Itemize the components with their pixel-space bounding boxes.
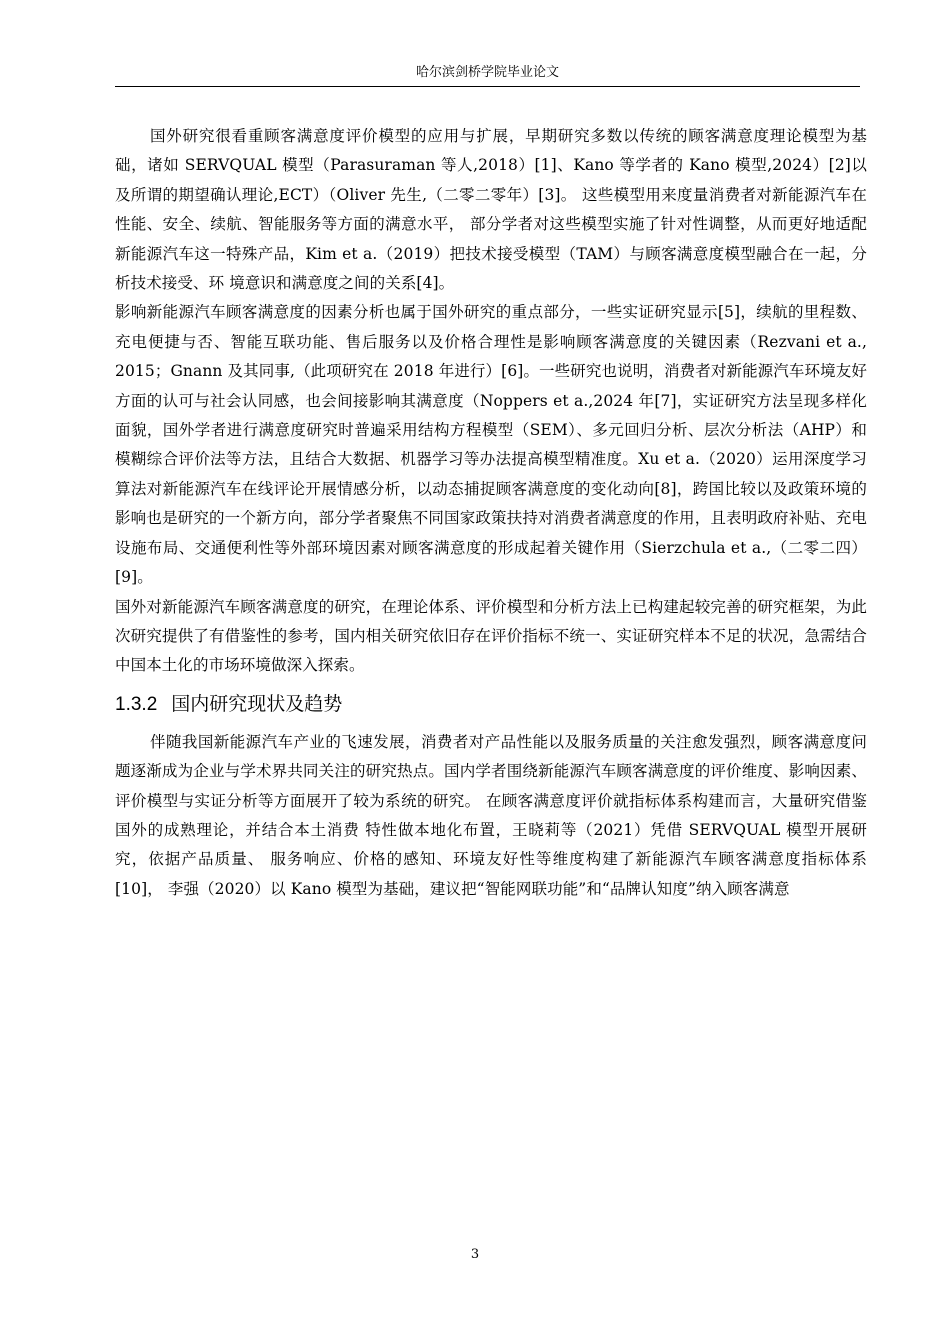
paragraph-domestic-status: 伴随我国新能源汽车产业的飞速发展，消费者对产品性能以及服务质量的关注愈发强烈，顾客满意度问题逐渐成为企业与学术界共同关注的研究热点。国内学者围绕新能源汽车顾客满意度的评价维度、影响因素、评价模型与实证分析等方面展开了较为系统的研究。 在顾客满意度评价就指标体系构建而言，大量研究借鉴国外的成熟理论，并结合本土消费 特性做本地化布置，王晓莉等（2021）凭借 SERVQUAL 模型开展研究，依据产品质量、 服务响应、价格的感知、环境友好性等维度构建了新能源汽车顾客满意度指标体系[10]， 李强（2020）以 Kano 模型为基础，建议把“智能网联功能”和“品牌认知度”纳入顾客满意 xyxy=(115,732,867,898)
section-title: 国内研究现状及趋势 xyxy=(171,692,343,715)
paragraph-foreign-models: 国外研究很看重顾客满意度评价模型的应用与扩展，早期研究多数以传统的顾客满意度理论模型为基础，诸如 SERVQUAL 模型（Parasuraman 等人,2018）[1]、Kano 等学者的 Kano 模型,2024）[2]以及所谓的期望确认理论,ECT）（Oliver 先生,（二零二零年）[3]。 这些模型用来度量消费者对新能源汽车在性能、安全、续航、智能服务等方面的满意水平， 部分学者对这些模型实施了针对性调整，从而更好地适配新能源汽车这一特殊产品，Kim et a.（2019）把技术接受模型（TAM）与顾客满意度模型融合在一起，分析技术接受、环 境意识和满意度之间的关系[4]。 xyxy=(115,127,867,293)
page-number: 3 xyxy=(470,1247,480,1262)
paragraph-foreign-summary: 国外对新能源汽车顾客满意度的研究，在理论体系、评价模型和分析方法上已构建起较完善的研究框架，为此次研究提供了有借鉴性的参考，国内相关研究依旧存在评价指标不统一、实证研究样本不足的状况，急需结合中国本土化的市场环境做深入探索。 xyxy=(115,597,867,675)
section-heading xyxy=(115,687,867,722)
header-divider xyxy=(115,86,860,87)
section-number: 1.3.2 xyxy=(115,693,158,715)
paragraph-foreign-factors: 影响新能源汽车顾客满意度的因素分析也属于国外研究的重点部分，一些实证研究显示[5]，续航的里程数、充电便捷与否、智能互联功能、售后服务以及价格合理性是影响顾客满意度的关键因素（Rezvani et a., 2015；Gnann 及其同事,（此项研究在 2018 年进行）[6]。一些研究也说明，消费者对新能源汽车环境友好方面的认可与社会认同感，也会间接影响其满意度（Noppers et a.,2024 年[7]，实证研究方法呈现多样化面貌，国外学者进行满意度研究时普遍采用结构方程模型（SEM）、多元回归分析、层次分析法（AHP）和模糊综合评价法等方法，且结合大数据、机器学习等办法提高模型精准度。Xu et a.（2020）运用深度学习算法对新能源汽车在线评论开展情感分析，以动态捕捉顾客满意度的变化动向[8]，跨国比较以及政策环境的影响也是研究的一个新方向，部分学者聚焦不同国家政策扶持对消费者满意度的作用，且表明政府补贴、充电设施布局、交通便利性等外部环境因素对顾客满意度的形成起着关键作用（Sierzchula et a.,（二零二四）[9]。 xyxy=(115,303,867,587)
page-header-title: 哈尔滨剑桥学院毕业论文 xyxy=(415,65,559,80)
body-text xyxy=(115,122,867,904)
